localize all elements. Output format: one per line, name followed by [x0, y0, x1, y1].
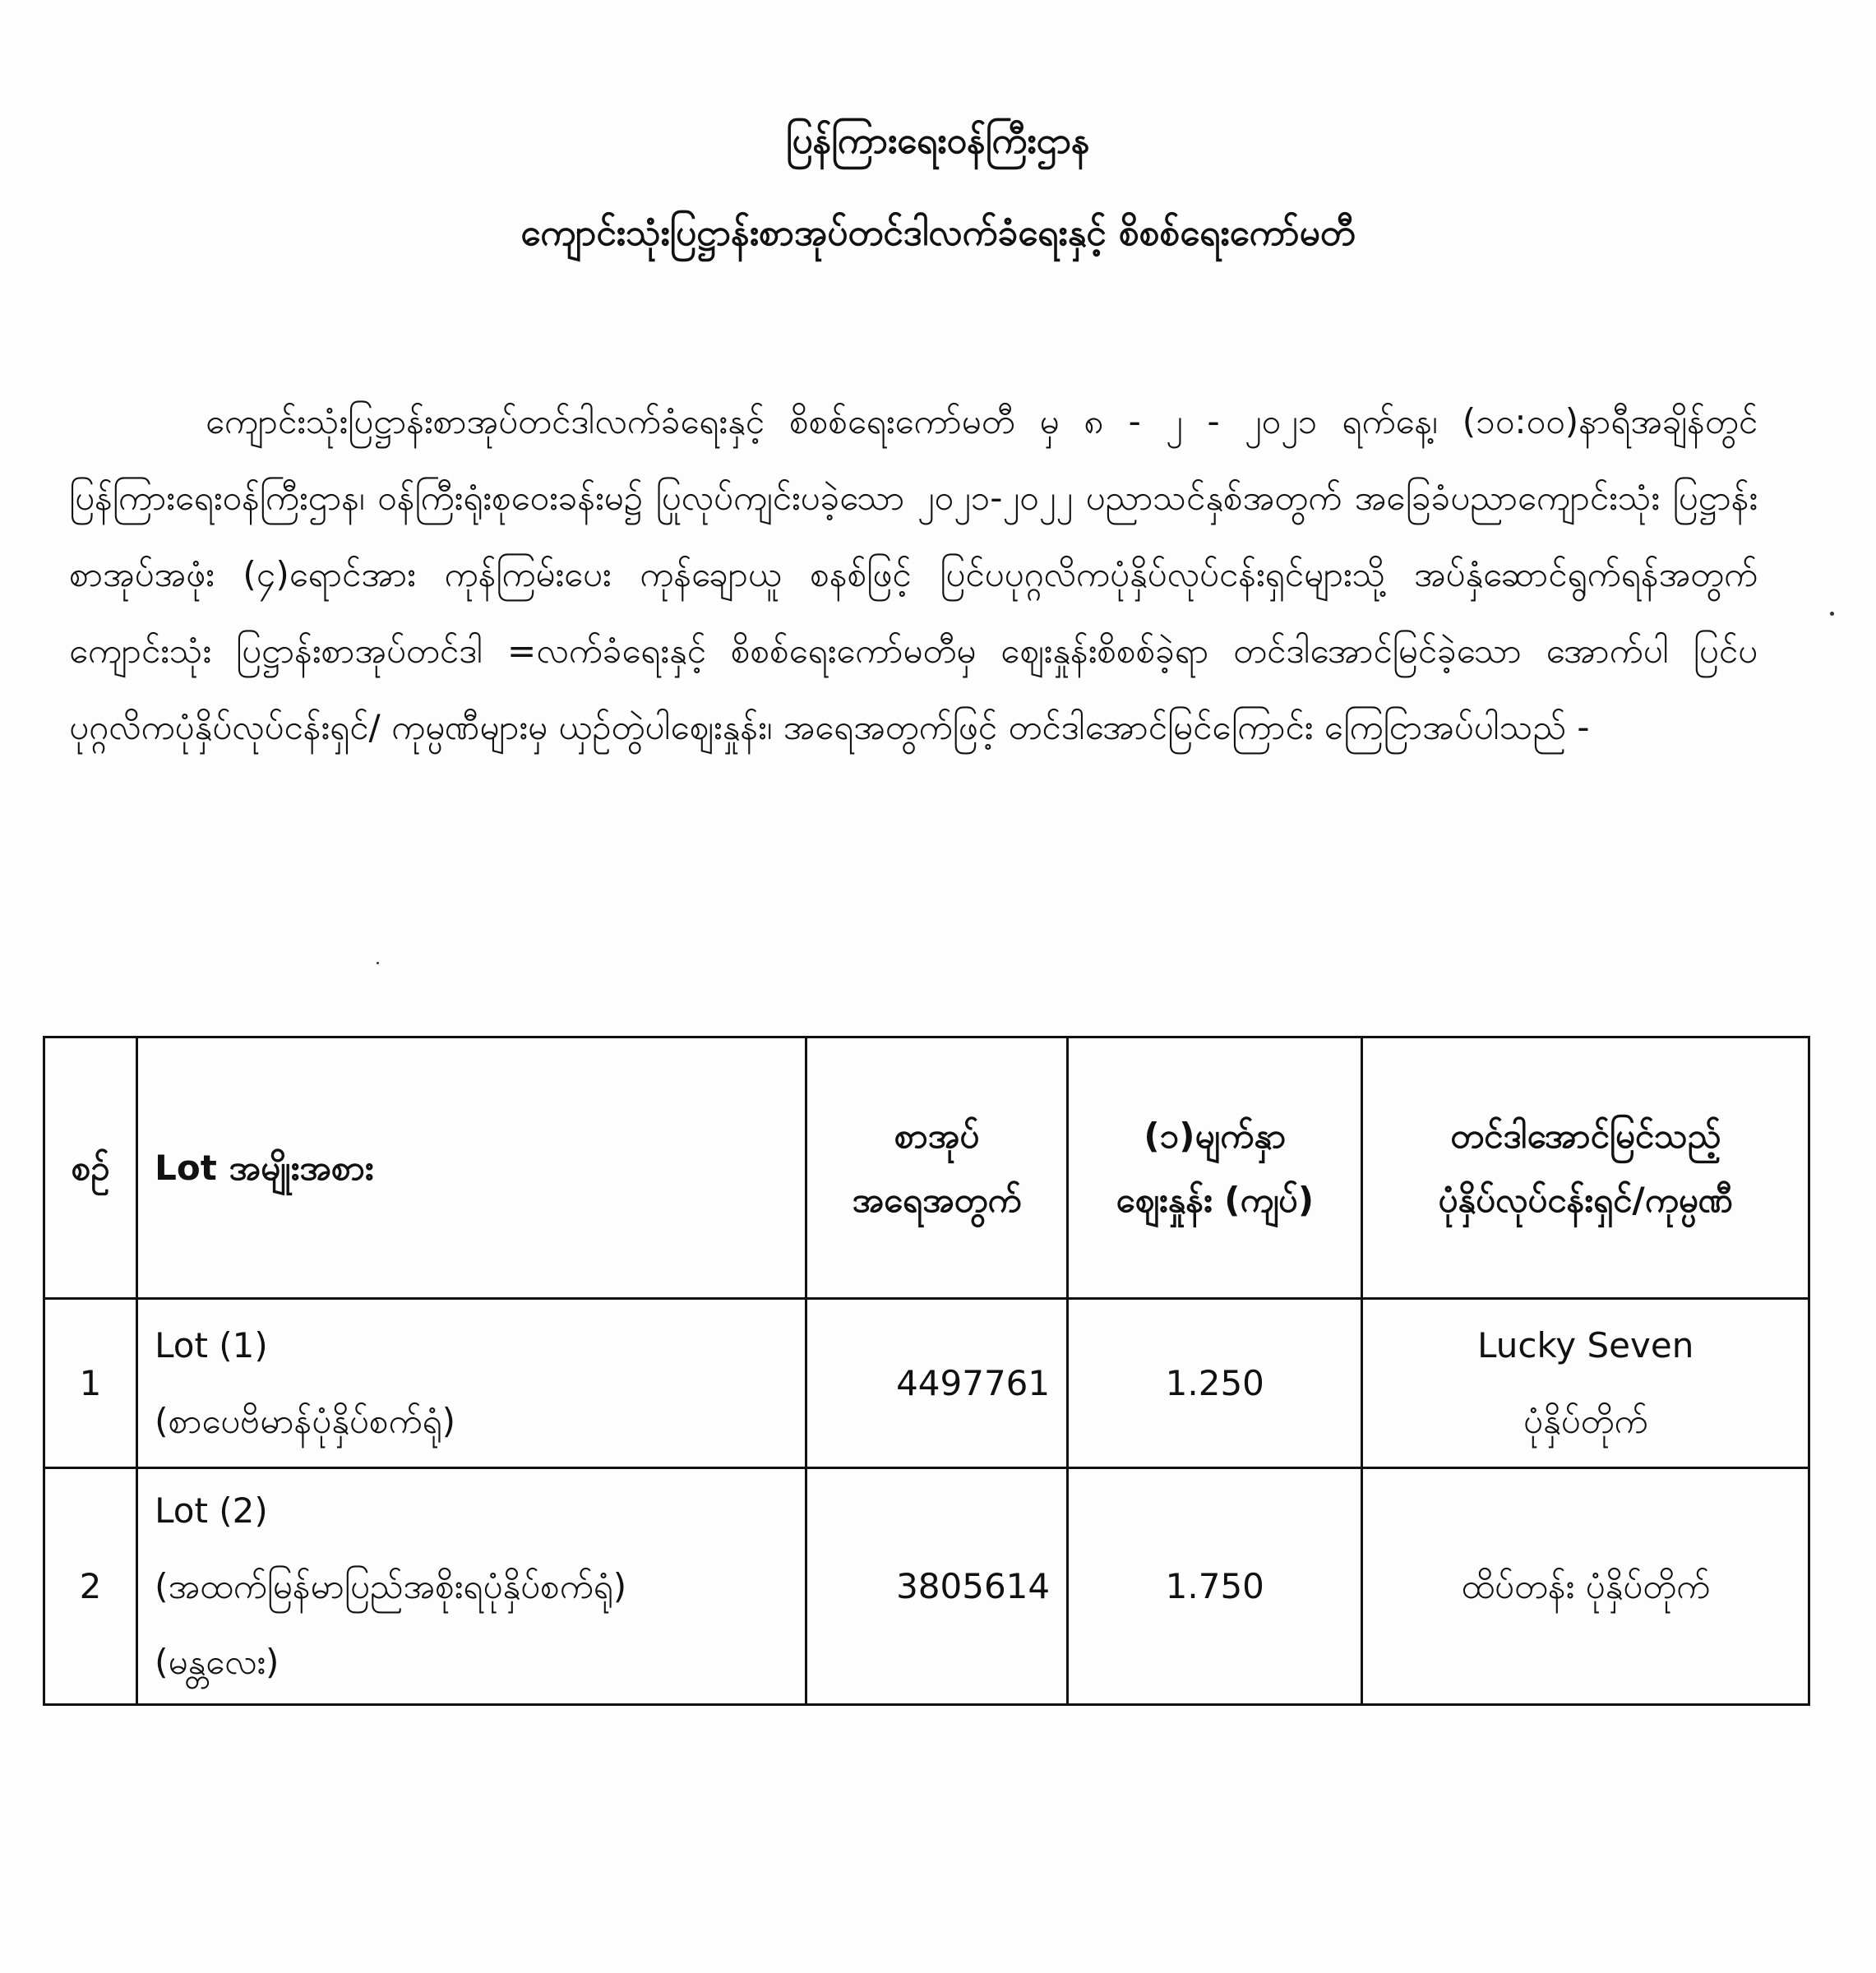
- header-winner-line2: ပုံနှိပ်လုပ်ငန်းရှင်/ကုမ္ပဏီ: [1438, 1179, 1734, 1220]
- row-book-quantity: 4497761: [806, 1299, 1067, 1468]
- scan-speck: [1830, 612, 1834, 616]
- row-serial-no: 1: [44, 1299, 137, 1468]
- header-page-price: [1068, 1037, 1362, 1299]
- row-book-quantity: 3805614: [806, 1468, 1067, 1705]
- header-book-quantity: [806, 1037, 1067, 1299]
- row-winning-company: [1362, 1468, 1809, 1705]
- table-row: [44, 1468, 1809, 1705]
- header-qty-line1: စာအုပ်: [894, 1115, 980, 1156]
- announcement-paragraph: ကျောင်းသုံးပြဋ္ဌာန်းစာအုပ်တင်ဒါလက်ခံရေးနှင့် စိစစ်ရေးကော်မတီ မှ ၈ - ၂ - ၂၀၂၁ ရက်နေ့၊ (၁၀:၀၀)နာရီအချိန်တွင် ပြန်ကြားရေးဝန်ကြီးဌာန၊ ဝန်ကြီးရုံးစုဝေးခန်းမ၌ ပြုလုပ်ကျင်းပခဲ့သော ၂၀၂၁-၂၀၂၂ ပညာသင်နှစ်အတွက် အခြေခံပညာကျောင်းသုံး ပြဋ္ဌာန်းစာအုပ်အဖုံး (၄)ရောင်အား ကုန်ကြမ်းပေး ကုန်ချောယူ စနစ်ဖြင့် ပြင်ပပုဂ္ဂလိကပုံနှိပ်လုပ်ငန်းရှင်များသို့ အပ်နှံဆောင်ရွက်ရန်အတွက် ကျောင်းသုံး ပြဋ္ဌာန်းစာအုပ်တင်ဒါ =လက်ခံရေးနှင့် စိစစ်ရေးကော်မတီမှ ဈေးနှုန်းစိစစ်ခဲ့ရာ တင်ဒါအောင်မြင်ခဲ့သော အောက်ပါ ပြင်ပပုဂ္ဂလိကပုံနှိပ်လုပ်ငန်းရှင်/ ကုမ္ပဏီများမှ ယှဉ်တွဲပါဈေးနှုန်း၊ အရေအတွက်ဖြင့် တင်ဒါအောင်မြင်ကြောင်း ကြေငြာအပ်ပါသည် -: [69, 401, 1758, 747]
- table-row: [44, 1299, 1809, 1468]
- lot-name: Lot (2): [155, 1490, 268, 1531]
- row-lot-type: [137, 1468, 806, 1705]
- row-winning-company: [1362, 1299, 1809, 1468]
- scan-speck: [377, 962, 379, 964]
- winner-name-line1: ထိပ်တန်း ပုံနှိပ်တိုက်: [1461, 1565, 1711, 1606]
- tender-results-table: [43, 1036, 1810, 1706]
- row-lot-type: [137, 1299, 806, 1468]
- lot-press: (စာပေဗိမာန်ပုံနှိပ်စက်ရုံ): [155, 1400, 455, 1441]
- header-lot-type: Lot အမျိုးအစား: [137, 1037, 806, 1299]
- winner-name-line1: Lucky Seven: [1477, 1324, 1694, 1365]
- header-price-line2: ဈေးနှုန်း (ကျပ်): [1116, 1179, 1315, 1220]
- header-price-line1: (၁)မျက်နှာ: [1144, 1115, 1287, 1156]
- lot-location: (မန္တလေး): [155, 1641, 280, 1682]
- table-header-row: [44, 1037, 1809, 1299]
- row-page-price: 1.750: [1068, 1468, 1362, 1705]
- ministry-title: ပြန်ကြားရေးဝန်ကြီးဌာန: [786, 120, 1090, 162]
- lot-press: (အထက်မြန်မာပြည်အစိုးရပုံနှိပ်စက်ရုံ): [155, 1565, 627, 1606]
- header-qty-line2: အရေအတွက်: [852, 1179, 1022, 1220]
- header-winning-company: [1362, 1037, 1809, 1299]
- committee-title: ကျောင်းသုံးပြဋ္ဌာန်းစာအုပ်တင်ဒါလက်ခံရေးနှင့် စိစစ်ရေးကော်မတီ: [520, 212, 1356, 254]
- winner-name-line2: ပုံနှိပ်တိုက်: [1523, 1400, 1648, 1441]
- lot-name: Lot (1): [155, 1324, 268, 1365]
- header-serial-no: စဉ်: [44, 1037, 137, 1299]
- row-page-price: 1.250: [1068, 1299, 1362, 1468]
- row-serial-no: 2: [44, 1468, 137, 1705]
- header-winner-line1: တင်ဒါအောင်မြင်သည့်: [1450, 1115, 1721, 1156]
